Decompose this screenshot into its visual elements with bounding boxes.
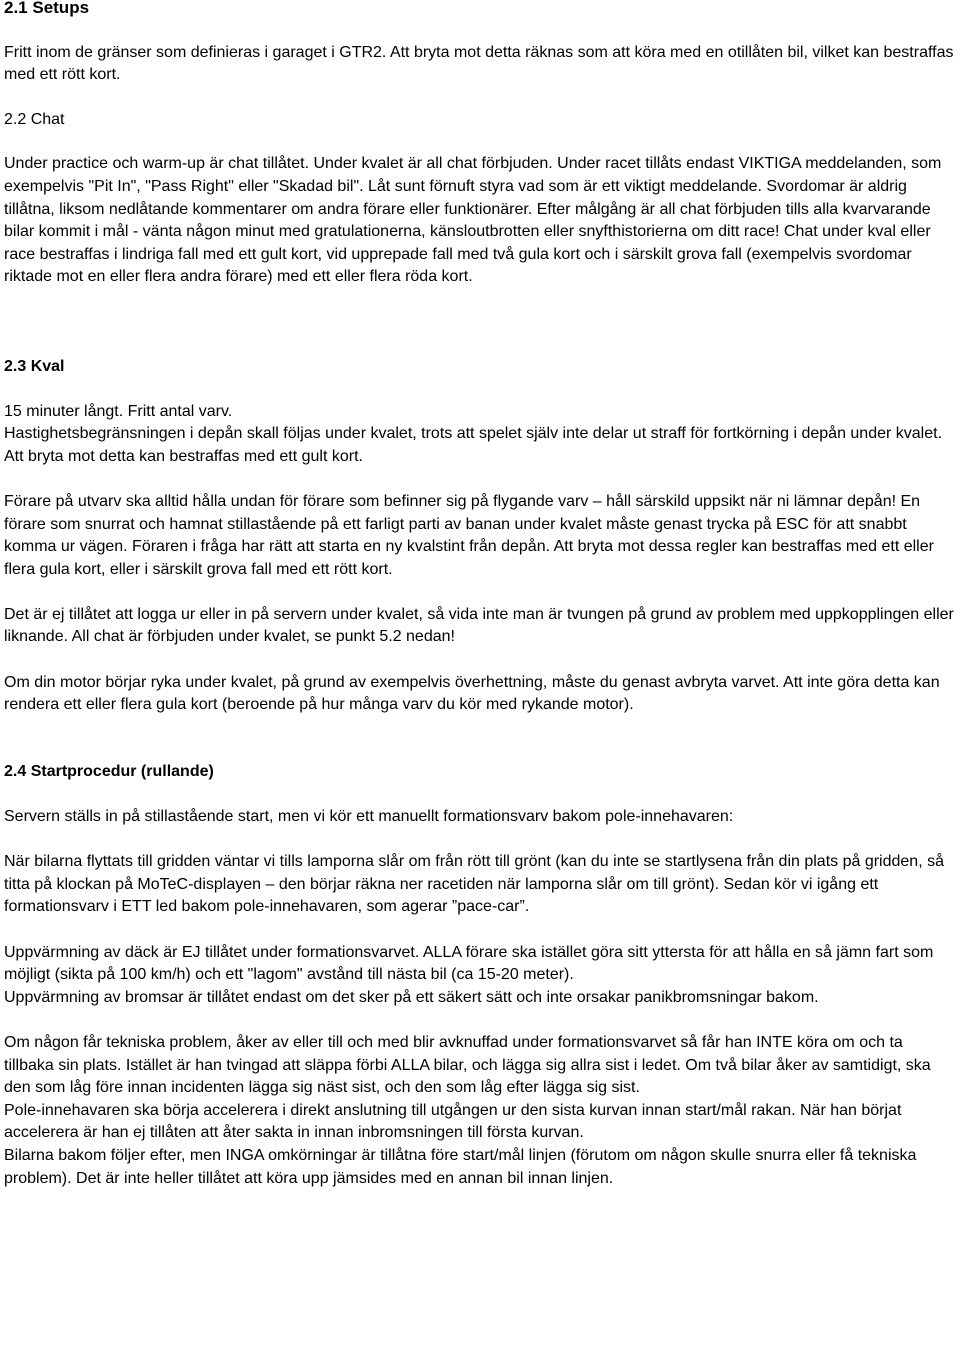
paragraph-kval-1a: 15 minuter långt. Fritt antal varv. [4, 402, 233, 420]
paragraph-chat: Under practice och warm-up är chat tillåtet. Under kvalet är all chat förbjuden. Under racet tillåts endast VIKTIGA meddelanden, som exempelvis "Pit In", "Pass Right" eller "Skadad bil". Låt sunt förnuft styra vad som är ett viktigt meddelande. Svordomar är aldrig tillåtna, liksom nedlåtande kommentarer om andra förare eller funktionärer. Efter målgång är all chat förbjuden tills alla kvarvarande bilar kommit i mål - vänta någon minut med gratulationerna, känsloutbrotten eller snyfthistorierna om ditt race! Chat under kval eller race bestraffas i lindriga fall med ett gult kort, vid upprepade fall med två gula kort och i särskilt grova fall (exempelvis svordomar riktade mot en eller flera andra förare) med ett eller flera röda kort. [4, 155, 942, 286]
section-heading-2-3: 2.3 Kval [4, 357, 65, 375]
paragraph-kval-2: Förare på utvarv ska alltid hålla undan för förare som befinner sig på flygande varv – håll särskild uppsikt när ni lämnar depån! En förare som snurrat och hamnat stillastående på ett farligt parti av banan under kvalet måste genast trycka på ESC för att snabbt komma ur vägen. Föraren i fråga har rätt att starta en ny kvalstint från depån. Att bryta mot dessa regler kan bestraffas med ett eller flera gula kort, eller i särskilt grova fall med ett rött kort. [4, 492, 934, 578]
paragraph-kval-4: Om din motor börjar ryka under kvalet, på grund av exempelvis överhettning, måste du genast avbryta varvet. Att inte göra detta kan rendera ett eller flera gula kort (beroende på hur många varv du kör med rykande motor). [4, 673, 940, 714]
section-heading-2-4: 2.4 Startprocedur (rullande) [4, 762, 214, 780]
section-heading-2-1: 2.1 Setups [4, 0, 90, 17]
paragraph-start-1: Servern ställs in på stillastående start, men vi kör ett manuellt formationsvarv bakom pole-innehavaren: [4, 808, 734, 826]
paragraph-kval-1b: Hastighetsbegränsningen i depån skall följas under kvalet, trots att spelet själv inte delar ut straff för fortkörning i depån under kvalet. Att bryta mot detta kan bestraffas med ett gult kort. [4, 425, 943, 465]
paragraph-kval-3: Det är ej tillåtet att logga ur eller in på servern under kvalet, så vida inte man är tvungen på grund av problem med uppkopplingen eller liknande. All chat är förbjuden under kvalet, se punkt 5.2 nedan! [4, 605, 954, 646]
paragraph-start-3a: Uppvärmning av däck är EJ tillåtet under formationsvarvet. ALLA förare ska istället göra sitt yttersta för att hålla en så jämn fart som möjligt (sikta på 100 km/h) och ett "lagom" avstånd till nästa bil (ca 15-20 meter). [4, 943, 934, 984]
paragraph-start-4b: Pole-innehavaren ska börja accelerera i direkt anslutning till utgången ur den sista kurvan innan start/mål rakan. När han börjat accelerera är han ej tillåten att åter sakta in innan inbromsningen till första kurvan. [4, 1101, 902, 1142]
paragraph-start-3b: Uppvärmning av bromsar är tillåtet endast om det sker på ett säkert sätt och inte orsakar panikbromsningar bakom. [4, 988, 819, 1006]
section-heading-2-2: 2.2 Chat [4, 110, 65, 128]
document-page [4, 0, 956, 1190]
paragraph-start-4c: Bilarna bakom följer efter, men INGA omkörningar är tillåtna före start/mål linjen (förutom om någon skulle snurra eller få tekniska problem). Det är inte heller tillåtet att köra upp jämsides med en annan bil innan linjen. [4, 1146, 917, 1187]
paragraph-start-4a: Om någon får tekniska problem, åker av eller till och med blir avknuffad under formationsvarvet så får han INTE köra om och ta tillbaka sin plats. Istället är han tvingad att släppa förbi ALLA bilar, och lägga sig allra sist i ledet. Om två bilar åker av samtidigt, ska den som låg före innan incidenten lägga sig näst sist, och den som låg efter lägga sig sist. [4, 1033, 931, 1097]
paragraph-setups: Fritt inom de gränser som definieras i garaget i GTR2. Att bryta mot detta räknas som att köra med en otillåten bil, vilket kan bestraffas med ett rött kort. [4, 43, 954, 84]
paragraph-start-2: När bilarna flyttats till gridden väntar vi tills lamporna slår om från rött till grönt (kan du inte se startlysena från din plats på gridden, så titta på klockan på MoTeC-displayen – den börjar räkna ner racetiden när lamporna slår om till grönt). Sedan kör vi igång ett formationsvarv i ETT led bakom pole-innehavaren, som agerar ”pace-car”. [4, 853, 944, 916]
